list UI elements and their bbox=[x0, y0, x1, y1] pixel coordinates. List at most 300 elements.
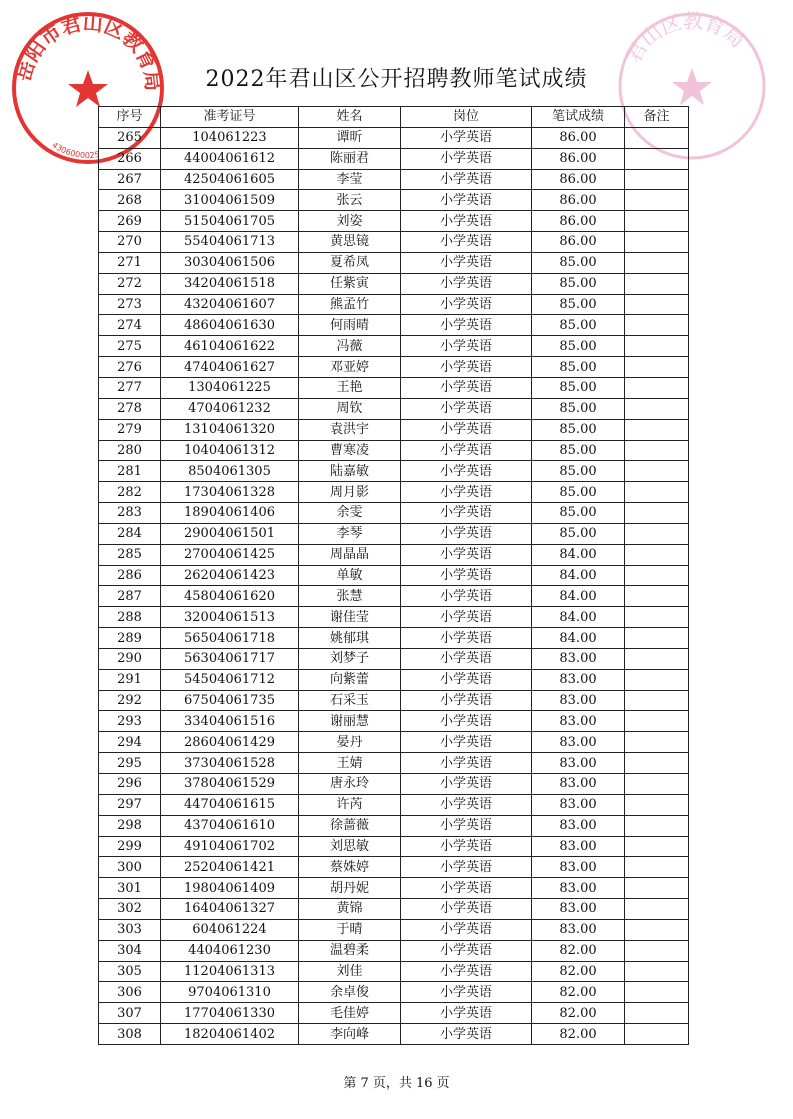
cell-post: 小学英语 bbox=[401, 398, 532, 419]
cell-note bbox=[625, 648, 689, 669]
table-row bbox=[99, 774, 689, 795]
cell-note bbox=[625, 815, 689, 836]
cell-note bbox=[625, 565, 689, 586]
cell-no: 301 bbox=[99, 878, 161, 899]
cell-exam-id: 9704061310 bbox=[161, 982, 299, 1003]
cell-score: 86.00 bbox=[532, 211, 625, 232]
cell-score: 82.00 bbox=[532, 1024, 625, 1045]
cell-no: 298 bbox=[99, 815, 161, 836]
cell-note bbox=[625, 398, 689, 419]
table-row bbox=[99, 190, 689, 211]
cell-score: 82.00 bbox=[532, 1003, 625, 1024]
cell-post: 小学英语 bbox=[401, 169, 532, 190]
cell-name: 王艳 bbox=[299, 377, 401, 398]
cell-score: 84.00 bbox=[532, 565, 625, 586]
table-row bbox=[99, 127, 689, 148]
cell-post: 小学英语 bbox=[401, 878, 532, 899]
cell-exam-id: 4404061230 bbox=[161, 940, 299, 961]
cell-score: 85.00 bbox=[532, 440, 625, 461]
cell-name: 李向峰 bbox=[299, 1024, 401, 1045]
cell-exam-id: 47404061627 bbox=[161, 357, 299, 378]
cell-note bbox=[625, 232, 689, 253]
table-row bbox=[99, 440, 689, 461]
cell-note bbox=[625, 440, 689, 461]
cell-name: 曹寒凌 bbox=[299, 440, 401, 461]
cell-name: 冯薇 bbox=[299, 336, 401, 357]
cell-no: 306 bbox=[99, 982, 161, 1003]
cell-score: 85.00 bbox=[532, 398, 625, 419]
header-score: 笔试成绩 bbox=[532, 107, 625, 128]
table-row bbox=[99, 544, 689, 565]
cell-note bbox=[625, 1003, 689, 1024]
cell-exam-id: 49104061702 bbox=[161, 836, 299, 857]
cell-no: 285 bbox=[99, 544, 161, 565]
cell-score: 86.00 bbox=[532, 127, 625, 148]
cell-note bbox=[625, 1024, 689, 1045]
cell-note bbox=[625, 669, 689, 690]
cell-note bbox=[625, 148, 689, 169]
cell-note bbox=[625, 419, 689, 440]
cell-no: 303 bbox=[99, 919, 161, 940]
cell-exam-id: 10404061312 bbox=[161, 440, 299, 461]
cell-name: 晏丹 bbox=[299, 732, 401, 753]
cell-note bbox=[625, 774, 689, 795]
cell-name: 刘梦子 bbox=[299, 648, 401, 669]
table-row bbox=[99, 899, 689, 920]
cell-score: 85.00 bbox=[532, 503, 625, 524]
cell-note bbox=[625, 919, 689, 940]
cell-note bbox=[625, 899, 689, 920]
cell-score: 83.00 bbox=[532, 732, 625, 753]
cell-name: 周月影 bbox=[299, 482, 401, 503]
cell-exam-id: 44704061615 bbox=[161, 794, 299, 815]
cell-exam-id: 604061224 bbox=[161, 919, 299, 940]
cell-note bbox=[625, 982, 689, 1003]
cell-score: 83.00 bbox=[532, 794, 625, 815]
cell-note bbox=[625, 461, 689, 482]
table-row bbox=[99, 940, 689, 961]
cell-exam-id: 67504061735 bbox=[161, 690, 299, 711]
cell-exam-id: 8504061305 bbox=[161, 461, 299, 482]
cell-note bbox=[625, 127, 689, 148]
cell-score: 83.00 bbox=[532, 690, 625, 711]
cell-note bbox=[625, 794, 689, 815]
cell-no: 269 bbox=[99, 211, 161, 232]
cell-no: 277 bbox=[99, 377, 161, 398]
table-row bbox=[99, 753, 689, 774]
cell-exam-id: 43704061610 bbox=[161, 815, 299, 836]
document-title: 2022年君山区公开招聘教师笔试成绩 bbox=[205, 67, 588, 92]
cell-exam-id: 37304061528 bbox=[161, 753, 299, 774]
cell-post: 小学英语 bbox=[401, 148, 532, 169]
table-row bbox=[99, 607, 689, 628]
cell-no: 296 bbox=[99, 774, 161, 795]
cell-name: 余卓俊 bbox=[299, 982, 401, 1003]
cell-exam-id: 29004061501 bbox=[161, 523, 299, 544]
cell-score: 85.00 bbox=[532, 357, 625, 378]
cell-no: 308 bbox=[99, 1024, 161, 1045]
cell-name: 陈丽君 bbox=[299, 148, 401, 169]
cell-post: 小学英语 bbox=[401, 190, 532, 211]
cell-name: 张慧 bbox=[299, 586, 401, 607]
cell-name: 谢丽慧 bbox=[299, 711, 401, 732]
cell-post: 小学英语 bbox=[401, 690, 532, 711]
cell-exam-id: 56304061717 bbox=[161, 648, 299, 669]
cell-post: 小学英语 bbox=[401, 1003, 532, 1024]
cell-score: 83.00 bbox=[532, 669, 625, 690]
cell-name: 黄思镜 bbox=[299, 232, 401, 253]
cell-no: 292 bbox=[99, 690, 161, 711]
cell-post: 小学英语 bbox=[401, 669, 532, 690]
cell-score: 83.00 bbox=[532, 711, 625, 732]
cell-post: 小学英语 bbox=[401, 127, 532, 148]
cell-exam-id: 37804061529 bbox=[161, 774, 299, 795]
cell-post: 小学英语 bbox=[401, 482, 532, 503]
cell-no: 305 bbox=[99, 961, 161, 982]
cell-exam-id: 46104061622 bbox=[161, 336, 299, 357]
cell-no: 290 bbox=[99, 648, 161, 669]
cell-post: 小学英语 bbox=[401, 919, 532, 940]
cell-exam-id: 28604061429 bbox=[161, 732, 299, 753]
cell-name: 任紫寅 bbox=[299, 273, 401, 294]
cell-score: 82.00 bbox=[532, 961, 625, 982]
cell-name: 黄锦 bbox=[299, 899, 401, 920]
cell-post: 小学英语 bbox=[401, 857, 532, 878]
cell-no: 286 bbox=[99, 565, 161, 586]
cell-score: 84.00 bbox=[532, 586, 625, 607]
header-post: 岗位 bbox=[401, 107, 532, 128]
table-row bbox=[99, 669, 689, 690]
table-row bbox=[99, 252, 689, 273]
cell-exam-id: 44004061612 bbox=[161, 148, 299, 169]
cell-no: 304 bbox=[99, 940, 161, 961]
cell-name: 刘思敏 bbox=[299, 836, 401, 857]
cell-post: 小学英语 bbox=[401, 940, 532, 961]
cell-post: 小学英语 bbox=[401, 523, 532, 544]
cell-post: 小学英语 bbox=[401, 232, 532, 253]
table-row bbox=[99, 148, 689, 169]
cell-name: 陆嘉敏 bbox=[299, 461, 401, 482]
cell-post: 小学英语 bbox=[401, 586, 532, 607]
cell-note bbox=[625, 732, 689, 753]
cell-note bbox=[625, 753, 689, 774]
table-row bbox=[99, 398, 689, 419]
cell-no: 271 bbox=[99, 252, 161, 273]
cell-exam-id: 45804061620 bbox=[161, 586, 299, 607]
cell-note bbox=[625, 252, 689, 273]
cell-no: 270 bbox=[99, 232, 161, 253]
cell-no: 267 bbox=[99, 169, 161, 190]
header-name: 姓名 bbox=[299, 107, 401, 128]
cell-exam-id: 51504061705 bbox=[161, 211, 299, 232]
cell-name: 毛佳婷 bbox=[299, 1003, 401, 1024]
table-row bbox=[99, 273, 689, 294]
cell-score: 83.00 bbox=[532, 919, 625, 940]
cell-note bbox=[625, 190, 689, 211]
cell-post: 小学英语 bbox=[401, 377, 532, 398]
seal-text: 岳阳市君山区教育局 bbox=[11, 10, 166, 93]
cell-no: 287 bbox=[99, 586, 161, 607]
table-row bbox=[99, 1003, 689, 1024]
cell-note bbox=[625, 586, 689, 607]
cell-name: 单敏 bbox=[299, 565, 401, 586]
cell-score: 85.00 bbox=[532, 315, 625, 336]
cell-no: 284 bbox=[99, 523, 161, 544]
cell-exam-id: 32004061513 bbox=[161, 607, 299, 628]
cell-score: 85.00 bbox=[532, 419, 625, 440]
cell-exam-id: 1304061225 bbox=[161, 377, 299, 398]
cell-score: 82.00 bbox=[532, 940, 625, 961]
cell-score: 83.00 bbox=[532, 774, 625, 795]
cell-no: 294 bbox=[99, 732, 161, 753]
cell-exam-id: 43204061607 bbox=[161, 294, 299, 315]
cell-post: 小学英语 bbox=[401, 607, 532, 628]
cell-post: 小学英语 bbox=[401, 440, 532, 461]
cell-post: 小学英语 bbox=[401, 419, 532, 440]
table-row bbox=[99, 711, 689, 732]
cell-name: 许芮 bbox=[299, 794, 401, 815]
cell-post: 小学英语 bbox=[401, 1024, 532, 1045]
cell-exam-id: 27004061425 bbox=[161, 544, 299, 565]
cell-exam-id: 31004061509 bbox=[161, 190, 299, 211]
table-row bbox=[99, 815, 689, 836]
cell-no: 276 bbox=[99, 357, 161, 378]
cell-name: 周钦 bbox=[299, 398, 401, 419]
cell-note bbox=[625, 294, 689, 315]
cell-name: 邓亚婷 bbox=[299, 357, 401, 378]
table-row bbox=[99, 294, 689, 315]
cell-name: 石采玉 bbox=[299, 690, 401, 711]
cell-exam-id: 55404061713 bbox=[161, 232, 299, 253]
cell-post: 小学英语 bbox=[401, 794, 532, 815]
cell-no: 280 bbox=[99, 440, 161, 461]
cell-post: 小学英语 bbox=[401, 648, 532, 669]
cell-name: 余雯 bbox=[299, 503, 401, 524]
table-row bbox=[99, 523, 689, 544]
cell-score: 85.00 bbox=[532, 294, 625, 315]
cell-exam-id: 18904061406 bbox=[161, 503, 299, 524]
cell-exam-id: 54504061712 bbox=[161, 669, 299, 690]
cell-post: 小学英语 bbox=[401, 336, 532, 357]
cell-note bbox=[625, 961, 689, 982]
cell-exam-id: 16404061327 bbox=[161, 899, 299, 920]
cell-exam-id: 34204061518 bbox=[161, 273, 299, 294]
cell-name: 刘姿 bbox=[299, 211, 401, 232]
cell-score: 84.00 bbox=[532, 628, 625, 649]
cell-post: 小学英语 bbox=[401, 357, 532, 378]
cell-post: 小学英语 bbox=[401, 815, 532, 836]
page-footer: 第 7 页，共 16 页 bbox=[343, 1076, 450, 1091]
cell-name: 徐蔷薇 bbox=[299, 815, 401, 836]
table-row bbox=[99, 836, 689, 857]
cell-score: 85.00 bbox=[532, 377, 625, 398]
cell-no: 266 bbox=[99, 148, 161, 169]
cell-note bbox=[625, 878, 689, 899]
cell-score: 86.00 bbox=[532, 148, 625, 169]
cell-post: 小学英语 bbox=[401, 774, 532, 795]
table-row bbox=[99, 336, 689, 357]
cell-note bbox=[625, 503, 689, 524]
cell-no: 273 bbox=[99, 294, 161, 315]
cell-post: 小学英语 bbox=[401, 711, 532, 732]
table-row bbox=[99, 982, 689, 1003]
cell-score: 83.00 bbox=[532, 878, 625, 899]
table-row bbox=[99, 232, 689, 253]
cell-score: 85.00 bbox=[532, 336, 625, 357]
cell-exam-id: 48604061630 bbox=[161, 315, 299, 336]
cell-exam-id: 25204061421 bbox=[161, 857, 299, 878]
seal-code: 4306000025 bbox=[50, 140, 101, 161]
cell-note bbox=[625, 211, 689, 232]
cell-no: 279 bbox=[99, 419, 161, 440]
cell-post: 小学英语 bbox=[401, 315, 532, 336]
cell-no: 265 bbox=[99, 127, 161, 148]
table-row bbox=[99, 565, 689, 586]
table-row bbox=[99, 857, 689, 878]
cell-exam-id: 4704061232 bbox=[161, 398, 299, 419]
table-row bbox=[99, 1024, 689, 1045]
cell-note bbox=[625, 690, 689, 711]
cell-note bbox=[625, 607, 689, 628]
cell-exam-id: 17304061328 bbox=[161, 482, 299, 503]
cell-note bbox=[625, 357, 689, 378]
cell-name: 姚郁琪 bbox=[299, 628, 401, 649]
cell-score: 83.00 bbox=[532, 899, 625, 920]
cell-note bbox=[625, 857, 689, 878]
cell-exam-id: 19804061409 bbox=[161, 878, 299, 899]
cell-name: 谢佳莹 bbox=[299, 607, 401, 628]
header-note: 备注 bbox=[625, 107, 689, 128]
cell-post: 小学英语 bbox=[401, 628, 532, 649]
cell-name: 蔡姝婷 bbox=[299, 857, 401, 878]
cell-no: 278 bbox=[99, 398, 161, 419]
cell-note bbox=[625, 377, 689, 398]
cell-no: 288 bbox=[99, 607, 161, 628]
cell-no: 272 bbox=[99, 273, 161, 294]
table-row bbox=[99, 690, 689, 711]
cell-post: 小学英语 bbox=[401, 252, 532, 273]
cell-score: 83.00 bbox=[532, 857, 625, 878]
cell-exam-id: 18204061402 bbox=[161, 1024, 299, 1045]
table-row bbox=[99, 419, 689, 440]
cell-note bbox=[625, 544, 689, 565]
table-row bbox=[99, 628, 689, 649]
cell-no: 295 bbox=[99, 753, 161, 774]
cell-note bbox=[625, 711, 689, 732]
cell-no: 293 bbox=[99, 711, 161, 732]
cell-name: 袁洪宇 bbox=[299, 419, 401, 440]
cell-name: 王婧 bbox=[299, 753, 401, 774]
table-row bbox=[99, 919, 689, 940]
table-row bbox=[99, 377, 689, 398]
cell-no: 307 bbox=[99, 1003, 161, 1024]
cell-no: 274 bbox=[99, 315, 161, 336]
cell-name: 谭昕 bbox=[299, 127, 401, 148]
cell-post: 小学英语 bbox=[401, 982, 532, 1003]
table-body bbox=[99, 127, 689, 1044]
header-no: 序号 bbox=[99, 107, 161, 128]
cell-post: 小学英语 bbox=[401, 899, 532, 920]
cell-name: 刘佳 bbox=[299, 961, 401, 982]
cell-post: 小学英语 bbox=[401, 732, 532, 753]
cell-name: 向紫蕾 bbox=[299, 669, 401, 690]
cell-no: 268 bbox=[99, 190, 161, 211]
cell-score: 83.00 bbox=[532, 753, 625, 774]
cell-score: 85.00 bbox=[532, 482, 625, 503]
cell-post: 小学英语 bbox=[401, 461, 532, 482]
cell-note bbox=[625, 273, 689, 294]
cell-score: 85.00 bbox=[532, 461, 625, 482]
cell-post: 小学英语 bbox=[401, 544, 532, 565]
cell-note bbox=[625, 315, 689, 336]
cell-note bbox=[625, 336, 689, 357]
cell-no: 289 bbox=[99, 628, 161, 649]
cell-exam-id: 26204061423 bbox=[161, 565, 299, 586]
cell-note bbox=[625, 482, 689, 503]
cell-post: 小学英语 bbox=[401, 961, 532, 982]
cell-exam-id: 42504061605 bbox=[161, 169, 299, 190]
cell-no: 275 bbox=[99, 336, 161, 357]
cell-name: 夏希凤 bbox=[299, 252, 401, 273]
cell-name: 熊孟竹 bbox=[299, 294, 401, 315]
cell-name: 于晴 bbox=[299, 919, 401, 940]
cell-score: 86.00 bbox=[532, 190, 625, 211]
table-row bbox=[99, 503, 689, 524]
cell-post: 小学英语 bbox=[401, 294, 532, 315]
header-exam-id: 准考证号 bbox=[161, 107, 299, 128]
cell-post: 小学英语 bbox=[401, 753, 532, 774]
cell-post: 小学英语 bbox=[401, 273, 532, 294]
cell-name: 胡丹妮 bbox=[299, 878, 401, 899]
table-row bbox=[99, 794, 689, 815]
cell-name: 周晶晶 bbox=[299, 544, 401, 565]
cell-score: 84.00 bbox=[532, 544, 625, 565]
cell-name: 李琴 bbox=[299, 523, 401, 544]
cell-no: 300 bbox=[99, 857, 161, 878]
cell-note bbox=[625, 628, 689, 649]
cell-no: 302 bbox=[99, 899, 161, 920]
table-row bbox=[99, 315, 689, 336]
table-row bbox=[99, 732, 689, 753]
table-row bbox=[99, 648, 689, 669]
cell-post: 小学英语 bbox=[401, 211, 532, 232]
table-row bbox=[99, 357, 689, 378]
cell-note bbox=[625, 169, 689, 190]
table-row bbox=[99, 211, 689, 232]
cell-note bbox=[625, 940, 689, 961]
cell-no: 283 bbox=[99, 503, 161, 524]
cell-no: 282 bbox=[99, 482, 161, 503]
cell-score: 82.00 bbox=[532, 982, 625, 1003]
table-row bbox=[99, 961, 689, 982]
cell-score: 85.00 bbox=[532, 273, 625, 294]
cell-exam-id: 17704061330 bbox=[161, 1003, 299, 1024]
cell-post: 小学英语 bbox=[401, 836, 532, 857]
cell-exam-id: 33404061516 bbox=[161, 711, 299, 732]
cell-no: 299 bbox=[99, 836, 161, 857]
cell-score: 83.00 bbox=[532, 648, 625, 669]
cell-name: 温碧柔 bbox=[299, 940, 401, 961]
cell-score: 85.00 bbox=[532, 252, 625, 273]
cell-score: 85.00 bbox=[532, 523, 625, 544]
cell-exam-id: 56504061718 bbox=[161, 628, 299, 649]
table-row bbox=[99, 169, 689, 190]
cell-no: 297 bbox=[99, 794, 161, 815]
cell-note bbox=[625, 836, 689, 857]
cell-exam-id: 11204061313 bbox=[161, 961, 299, 982]
faint-seal-text: 君山区教育局 bbox=[621, 8, 750, 67]
cell-exam-id: 30304061506 bbox=[161, 252, 299, 273]
